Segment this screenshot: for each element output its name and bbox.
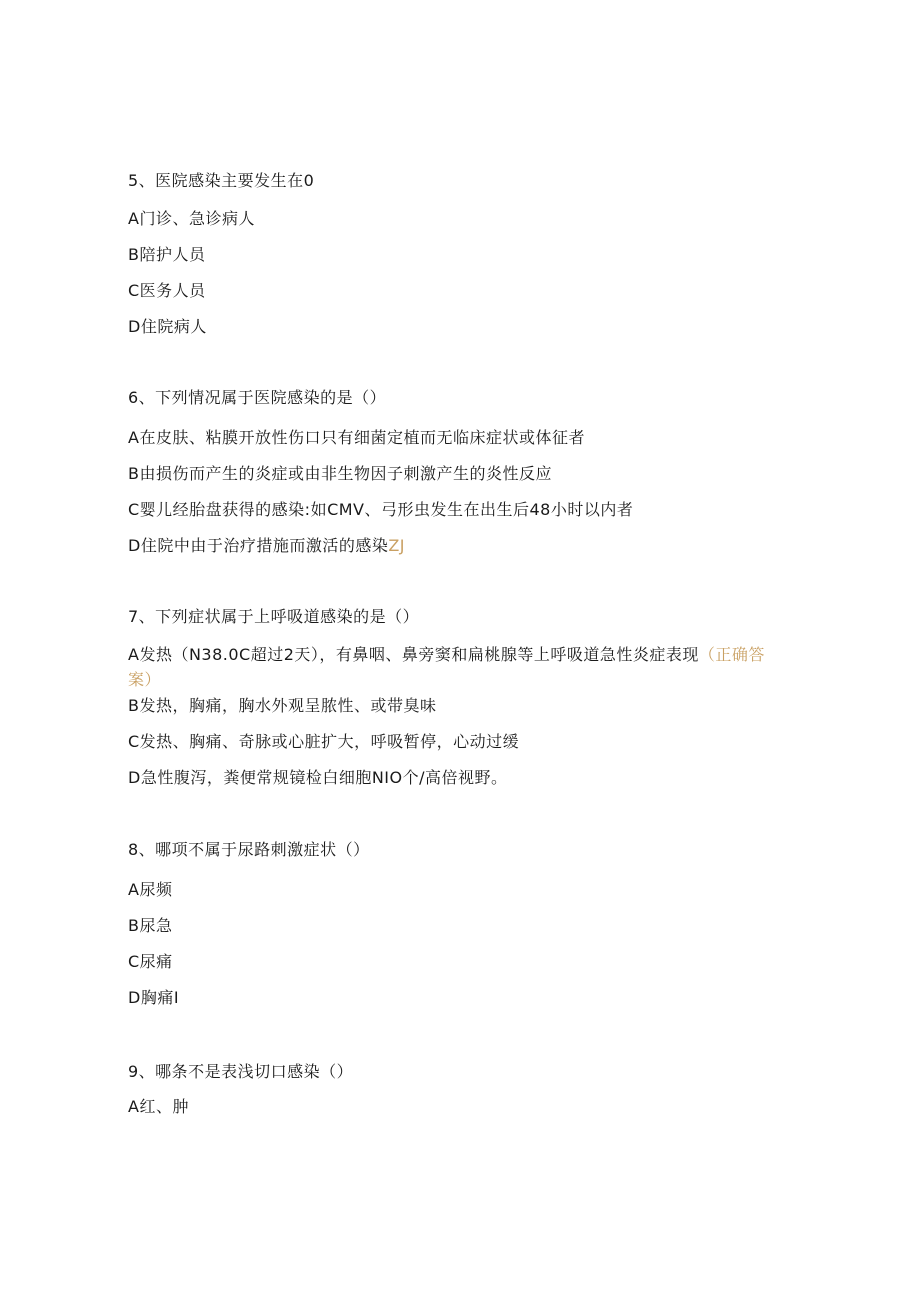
question-5-option-c: C医务人员	[128, 281, 206, 300]
question-8-option-d: D胸痛I	[128, 988, 180, 1007]
question-7-option-a-text: A发热（N38.0C超过2天），有鼻咽、鼻旁窦和扁桃腺等上呼吸道急性炎症表现	[128, 645, 699, 664]
question-7-stem: 7、下列症状属于上呼吸道感染的是（）	[128, 607, 420, 626]
question-6-option-a: A在皮肤、粘膜开放性伤口只有细菌定植而无临床症状或体征者	[128, 428, 585, 447]
question-7-option-d: D急性腹泻，粪便常规镜检白细胞NIO个/高倍视野。	[128, 768, 508, 787]
question-8-stem: 8、哪项不属于尿路刺激症状（）	[128, 840, 370, 859]
question-7-option-c: C发热、胸痛、奇脉或心脏扩大，呼吸暂停，心动过缓	[128, 732, 520, 751]
question-9-option-a: A红、肿	[128, 1097, 189, 1116]
question-5-option-a: A门诊、急诊病人	[128, 209, 255, 228]
question-7-option-a	[128, 642, 788, 692]
question-6-option-d	[128, 535, 405, 557]
question-8-option-c: C尿痛	[128, 952, 173, 971]
question-8-option-b: B尿急	[128, 916, 173, 935]
question-8-option-a: A尿频	[128, 880, 173, 899]
correct-answer-mark: （正确答案）	[128, 645, 765, 689]
answer-mark: ZJ	[388, 536, 406, 555]
question-9-stem: 9、哪条不是表浅切口感染（）	[128, 1062, 354, 1081]
question-6-option-c: C婴儿经胎盘获得的感染:如CMV、弓形虫发生在出生后48小时以内者	[128, 500, 634, 519]
question-5-option-b: B陪护人员	[128, 245, 206, 264]
question-6-option-d-text: D住院中由于治疗措施而激活的感染	[128, 536, 389, 555]
question-5-stem: 5、医院感染主要发生在0	[128, 171, 315, 190]
question-6-option-b: B由损伤而产生的炎症或由非生物因子刺激产生的炎性反应	[128, 464, 552, 483]
question-6-stem: 6、下列情况属于医院感染的是（）	[128, 388, 387, 407]
question-5-option-d: D住院病人	[128, 317, 207, 336]
question-7-option-b: B发热，胸痛，胸水外观呈脓性、或带臭味	[128, 696, 437, 715]
